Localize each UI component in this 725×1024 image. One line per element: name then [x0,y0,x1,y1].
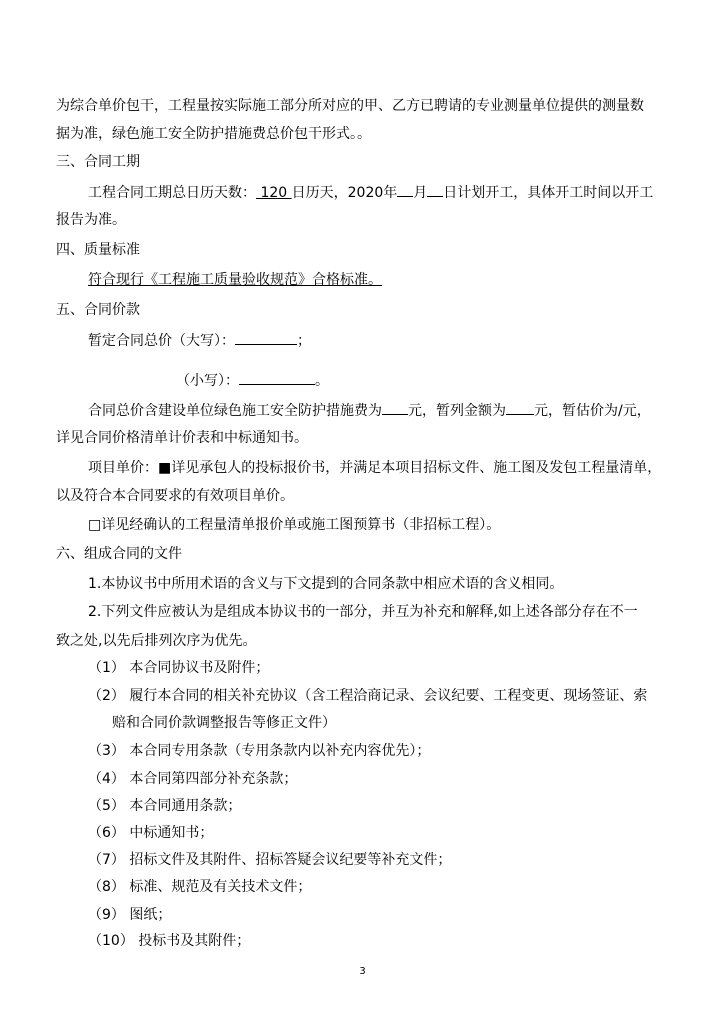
section-heading-quality: 四、质量标准 [56,242,140,258]
price-detail-c: 元，暂估价为/元， [534,403,651,419]
schedule-text: 日历天，2020年 [291,185,398,201]
list-item: （10） 投标书及其附件； [88,933,251,949]
blank-field [382,400,408,415]
list-item: （6） 中标通知书； [88,825,214,841]
schedule-days: 120 [256,185,292,201]
section-heading-schedule: 三、合同工期 [56,154,140,170]
list-item: （3） 本合同专用条款（专用条款内以补充内容优先）； [88,743,431,759]
price-detail-a: 合同总价含建设单位绿色施工安全防护措施费为 [88,403,382,419]
schedule-label: 工程合同工期总日历天数： [88,185,256,201]
blank-field [239,370,315,385]
documents-clause-2: 2.下列文件应被认为是组成本协议书的一部分，并互为补充和解释,如上述各部分存在不一 [88,604,638,620]
list-item: （2） 履行本合同的相关补充协议（含工程洽商记录、会议纪要、工程变更、现场签证、索 [88,688,648,704]
price-upper-line [88,330,311,351]
schedule-line-cont: 报告为准。 [56,212,126,228]
list-item: （5） 本合同通用条款； [88,798,242,814]
schedule-text-end: 日计划开工，具体开工时间以开工 [443,185,654,201]
documents-clause-2-cont: 致之处,以先后排列次序为优先。 [56,633,257,649]
quality-standard-text: 符合现行《工程施工质量验收规范》合格标准。 [88,272,382,288]
unit-price-option: □详见经确认的工程量清单报价单或施工图预算书（非招标工程）。 [88,517,501,533]
price-detail-line [88,400,651,421]
price-detail-line-cont: 详见合同价格清单计价表和中标通知书。 [56,430,308,446]
schedule-line [88,182,653,203]
paragraph-line: 据为准，绿色施工安全防护措施费总价包干形式。。 [56,126,371,142]
list-item: （1） 本合同协议书及附件； [88,660,270,676]
blank-field [235,330,297,345]
page-number: 3 [359,966,366,977]
blank-field [397,182,413,197]
price-detail-b: 元，暂列金额为 [408,403,506,419]
unit-price-line-cont: 以及符合本合同要求的有效项目单价。 [56,488,294,504]
price-lower-end: 。 [315,373,329,389]
price-lower-line [176,370,329,391]
paragraph-line: 为综合单价包干，工程量按实际施工部分所对应的甲、乙方已聘请的专业测量单位提供的测量数 [56,98,644,114]
unit-price-line: 项目单价：■详见承包人的投标报价书，并满足本项目招标文件、施工图及发包工程量清单， [88,460,662,476]
price-upper-label: 暂定合同总价（大写）： [88,333,235,349]
section-heading-documents: 六、组成合同的文件 [56,546,182,562]
list-item: （7） 招标文件及其附件、招标答疑会议纪要等补充文件； [88,852,452,868]
list-item: （4） 本合同第四部分补充条款； [88,771,298,787]
price-lower-label: （小写）： [176,373,239,389]
list-item: （8） 标准、规范及有关技术文件； [88,879,312,895]
schedule-month: 月 [413,185,428,201]
documents-clause-1: 1.本协议书中所用术语的含义与下文提到的合同条款中相应术语的含义相同。 [88,576,564,592]
price-upper-end: ； [297,333,311,349]
list-item-cont: 赔和合同价款调整报告等修正文件） [112,715,336,731]
section-heading-price: 五、合同价款 [56,302,140,318]
blank-field [427,182,443,197]
list-item: （9） 图纸； [88,907,172,923]
blank-field [506,400,534,415]
